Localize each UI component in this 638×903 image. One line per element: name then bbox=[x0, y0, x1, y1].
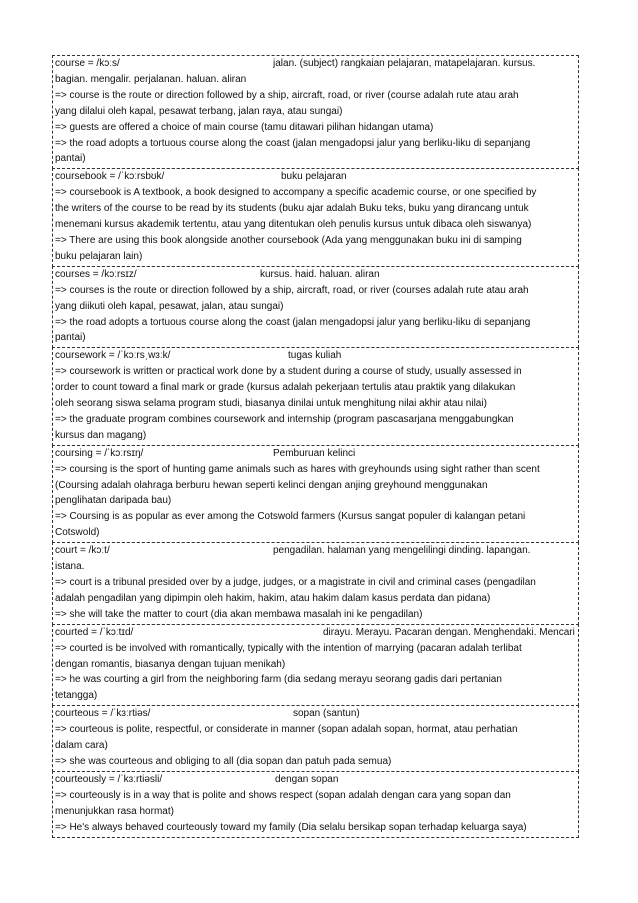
entry-line: menemani kursus akademik tertentu, atau yang ditentukan oleh penulis kursus untuk dibaca oleh siswanya) bbox=[55, 219, 532, 231]
entry-court bbox=[52, 542, 579, 625]
entry-translation: jalan. (subject) rangkaian pelajaran, matapelajaran. kursus. bbox=[273, 58, 536, 69]
entry-translation: pengadilan. halaman yang mengelilingi dinding. lapangan. bbox=[273, 545, 531, 557]
entry-courteous bbox=[52, 705, 579, 772]
entry-translation: sopan (santun) bbox=[293, 708, 360, 720]
entry-line: dalam cara) bbox=[55, 740, 108, 752]
entry-word: courses = /kɔːrsɪz/ bbox=[55, 268, 137, 280]
entry-line: pantai) bbox=[55, 153, 86, 165]
entry-line: kursus dan magang) bbox=[55, 429, 147, 441]
entry-translation: Pemburuan kelinci bbox=[273, 447, 356, 459]
entry-line: (Coursing adalah olahraga berburu hewan seperti kelinci dengan anjing greyhound menggunakan bbox=[55, 479, 488, 491]
entry-line: => courteously is in a way that is polite and shows respect (sopan adalah dengan cara yang sopan dan bbox=[55, 789, 511, 801]
entry-line: => she was courteous and obliging to all (dia sopan dan patuh pada semua) bbox=[55, 755, 392, 767]
entry-line: => the graduate program combines coursework and internship (program pascasarjana menggabungkan bbox=[55, 413, 514, 425]
entry-line: istana. bbox=[55, 561, 85, 573]
entry-word: coursing = /ˈkɔːrsɪŋ/ bbox=[55, 447, 144, 459]
entry-translation: tugas kuliah bbox=[288, 350, 342, 362]
entry-headline bbox=[55, 348, 577, 364]
entry-word: courteous = /ˈkɜːrtiəs/ bbox=[55, 708, 151, 720]
entry-line: pantai) bbox=[55, 332, 86, 344]
entry-line: => she will take the matter to court (dia akan membawa masalah ini ke pengadilan) bbox=[55, 608, 423, 620]
entry-line: => court is a tribunal presided over by a judge, judges, or a magistrate in civil and criminal cases (pengadilan bbox=[55, 577, 536, 588]
entry-line: => the road adopts a tortuous course along the coast (jalan mengadopsi jalur yang berliku-liku di sepanjang bbox=[55, 316, 531, 328]
entry-line: the writers of the course to be read by its students (buku ajar adalah Buku teks, buku yang dirancang untuk bbox=[55, 203, 529, 215]
entry-word: coursework = /ˈkɔːrsˌwɜːk/ bbox=[55, 350, 171, 362]
entry-headline bbox=[55, 56, 577, 72]
entry-line: dengan romantis, biasanya dengan tujuan menikah) bbox=[55, 658, 286, 670]
entry-line: menunjukkan rasa hormat) bbox=[55, 805, 174, 817]
entry-line: oleh seorang siswa selama program studi, biasanya dinilai untuk menghitung nilai akhir atau nilai) bbox=[55, 398, 487, 410]
entry-line: => course is the route or direction followed by a ship, aircraft, road, or river (course adalah rute atau arah bbox=[55, 89, 519, 101]
entry-line: yang diikuti oleh kapal, pesawat, jalan, atau sungai) bbox=[55, 300, 284, 312]
entry-word: coursebook = /ˈkɔːrsbʊk/ bbox=[55, 171, 165, 183]
entry-coursing bbox=[52, 445, 579, 543]
entry-line: => he was courting a girl from the neighboring farm (dia sedang merayu seorang gadis dari pertanian bbox=[55, 674, 502, 686]
entry-translation: buku pelajaran bbox=[281, 171, 347, 183]
dictionary-document bbox=[52, 56, 579, 838]
entry-course bbox=[52, 55, 579, 169]
entry-word: court = /kɔːt/ bbox=[55, 545, 110, 557]
entry-translation: dirayu. Merayu. Pacaran dengan. Menghendaki. Mencari bbox=[323, 626, 575, 638]
entry-line: => courteous is polite, respectful, or considerate in manner (sopan adalah sopan, hormat, atau perhatian bbox=[55, 724, 518, 736]
entry-line: => courted is be involved with romantically, typically with the intention of marrying (pacaran adalah terlibat bbox=[55, 642, 522, 654]
entry-line: bagian. mengalir. perjalanan. haluan. aliran bbox=[55, 73, 247, 85]
entry-headline bbox=[55, 706, 577, 722]
entry-line: => guests are offered a choice of main course (tamu ditawari pilihan hidangan utama) bbox=[55, 121, 434, 133]
entry-headline bbox=[55, 543, 577, 559]
entry-line: => coursework is written or practical work done by a student during a course of study, usually assessed in bbox=[55, 366, 522, 378]
entry-coursework bbox=[52, 347, 579, 445]
entry-line: Cotswold) bbox=[55, 527, 100, 539]
entry-line: order to count toward a final mark or grade (kursus adalah pekerjaan tertulis atau praktik yang dilakukan bbox=[55, 382, 516, 394]
entry-line: => He's always behaved courteously toward my family (Dia selalu bersikap sopan terhadap keluarga saya) bbox=[55, 821, 527, 833]
entry-word: courted = /ˈkɔːtɪd/ bbox=[55, 626, 134, 638]
entry-line: => Coursing is as popular as ever among the Cotswold farmers (Kursus sangat populer di kalangan petani bbox=[55, 511, 526, 523]
entry-line: tetangga) bbox=[55, 690, 98, 702]
entry-coursebook bbox=[52, 168, 579, 266]
entry-line: => coursing is the sport of hunting game animals such as hares with greyhounds using sight rather than scent bbox=[55, 463, 540, 475]
entry-headline bbox=[55, 267, 577, 283]
entry-courses bbox=[52, 266, 579, 349]
entry-line: => the road adopts a tortuous course along the coast (jalan mengadopsi jalur yang berliku-liku di sepanjang bbox=[55, 137, 531, 149]
entry-headline bbox=[55, 625, 577, 641]
entry-line: => courses is the route or direction followed by a ship, aircraft, road, or river (courses adalah rute atau arah bbox=[55, 284, 529, 296]
entry-line: => There are using this book alongside another coursebook (Ada yang menggunakan buku ini di samping bbox=[55, 234, 522, 246]
entry-courteously bbox=[52, 771, 579, 838]
entry-line: adalah pengadilan yang dipimpin oleh hakim, hakim, atau hakim dalam kasus perdata dan pidana) bbox=[55, 592, 491, 604]
entry-translation: kursus. haid. haluan. aliran bbox=[260, 268, 380, 280]
entry-word: course = /kɔːs/ bbox=[55, 58, 120, 69]
entry-headline bbox=[55, 169, 577, 185]
entry-line: penglihatan daripada bau) bbox=[55, 495, 172, 507]
entry-headline bbox=[55, 772, 577, 788]
entry-courted bbox=[52, 624, 579, 707]
entry-line: => coursebook is A textbook, a book designed to accompany a specific academic course, or one specified by bbox=[55, 187, 537, 199]
entry-word: courteously = /ˈkɜːrtiəsli/ bbox=[55, 773, 163, 785]
entry-translation: dengan sopan bbox=[275, 773, 339, 785]
entry-line: yang dilalui oleh kapal, pesawat terbang, jalan raya, atau sungai) bbox=[55, 105, 343, 117]
entry-headline bbox=[55, 446, 577, 462]
entry-line: buku pelajaran lain) bbox=[55, 250, 143, 262]
